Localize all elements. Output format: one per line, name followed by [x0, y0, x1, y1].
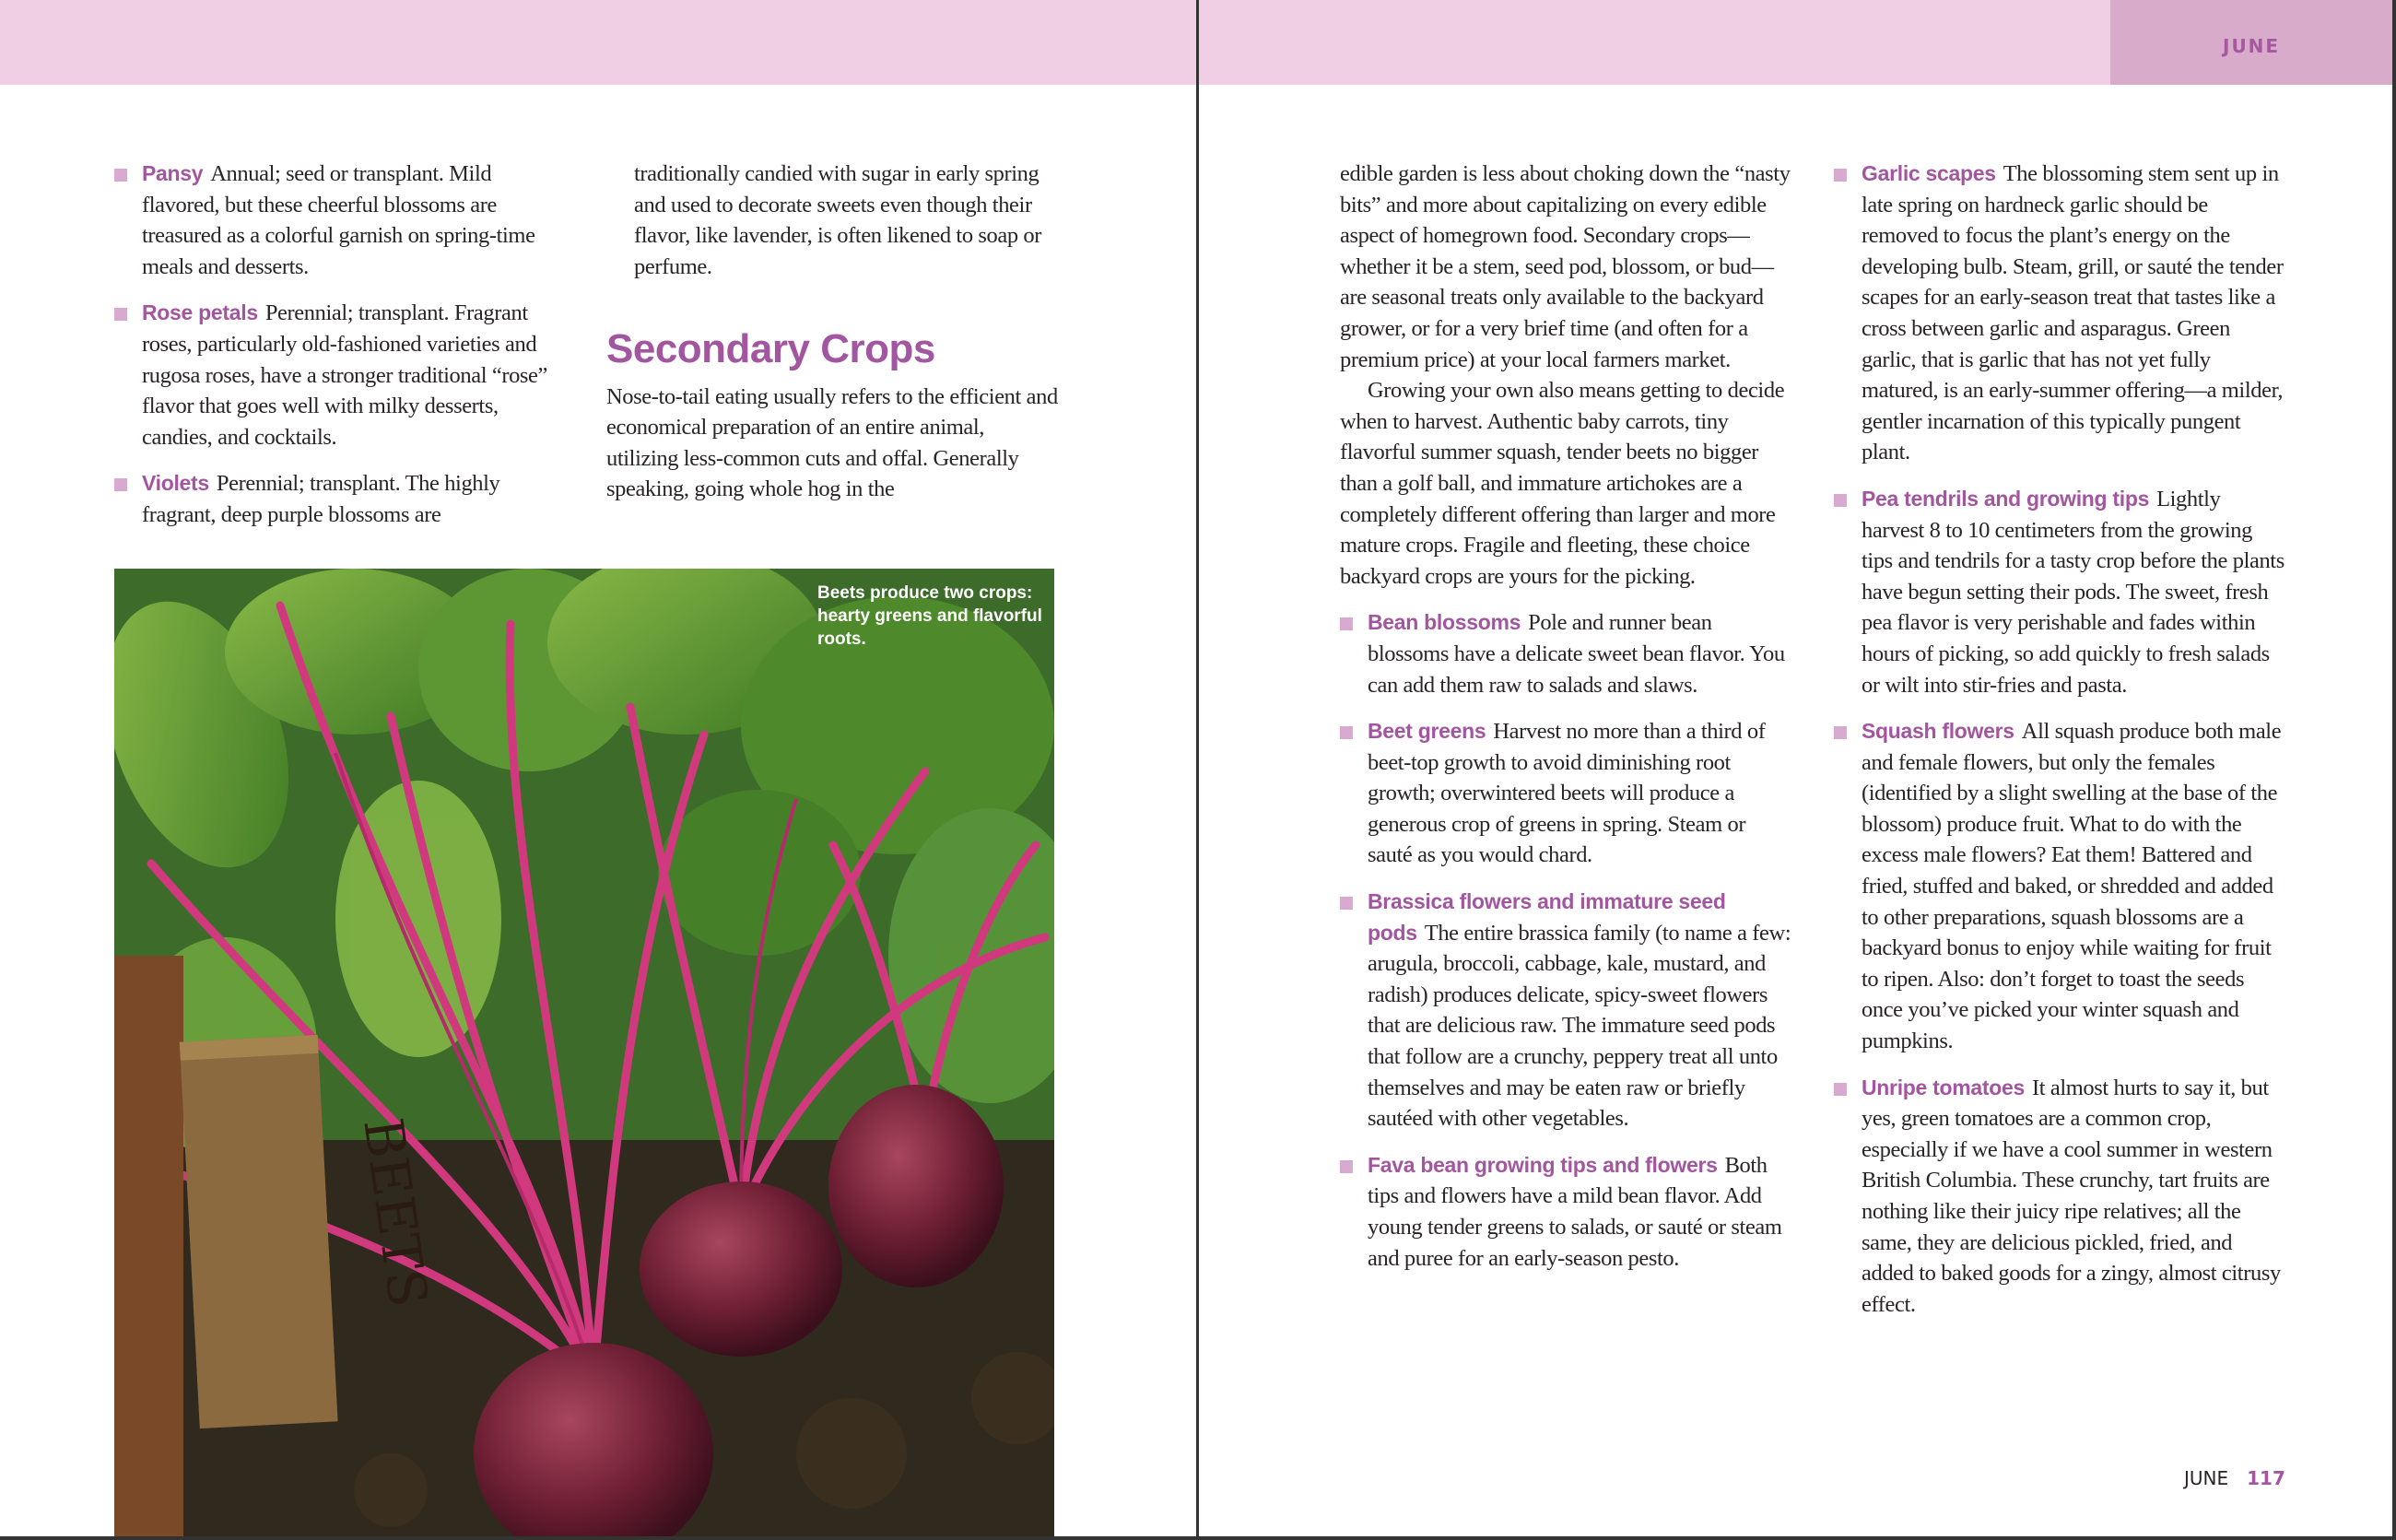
entry-rose-petals: [114, 298, 568, 453]
secondary-crops-section: [606, 326, 1060, 505]
entry-text: Lightly harvest 8 to 10 centimeters from the growing tips and tendrils for a tasty crop before the plants have begun setting their pods. The sweet, fresh pea flavor is very perishable and fades within hours of picking, so add quickly to fresh salads or wilt into stir-fries and pasta.: [1862, 486, 2284, 698]
intro-paragraph-2: Growing your own also means getting to decide when to harvest. Authentic baby carrots, tiny flavorful summer squash, tender beets no bigger than a golf ball, and immature artichokes are a completely different offering than larger and more mature crops. Fragile and fleeting, these choice backyard crops are yours for the picking.: [1340, 378, 1785, 589]
beets-illustration: [114, 569, 1054, 1536]
photo-caption: Beets produce two crops: hearty greens and flavorful roots.: [817, 583, 1042, 649]
bullet-square-icon: [1834, 494, 1847, 507]
bullet-square-icon: [114, 308, 127, 321]
left-column-2: [634, 159, 1060, 282]
entry-term: Violets: [142, 471, 209, 496]
entry-term: Squash flowers: [1862, 719, 2014, 744]
beets-photo: [114, 569, 1054, 1536]
entry-term: Garlic scapes: [1862, 161, 1996, 185]
section-heading: Secondary Crops: [606, 326, 935, 371]
bullet-square-icon: [1340, 726, 1353, 739]
left-column-1: [114, 159, 568, 547]
bullet-square-icon: [1340, 617, 1353, 630]
entry-text: Pole and runner bean blossoms have a delicate sweet bean flavor. You can add them raw to salads and slaws.: [1368, 610, 1785, 698]
entry-pea-tendrils: [1834, 484, 2285, 700]
entry-term: Fava bean growing tips and flowers: [1368, 1152, 1718, 1177]
page-folio: [2184, 1467, 2285, 1489]
violets-continued: traditionally candied with sugar in early spring and used to decorate sweets even though their flavor, like lavender, is often likened to soap or perfume.: [634, 161, 1042, 279]
bullet-square-icon: [1340, 1160, 1353, 1173]
entry-term: Unripe tomatoes: [1862, 1075, 2025, 1099]
entry-text: It almost hurts to say it, but yes, green tomatoes are a common crop, especially if we have a cool summer in western British Columbia. These crunchy, tart fruits are nothing like their juicy ripe relatives; all the same, they are delicious pickled, fried, and added to baked goods for a zingy, almost citrusy effect.: [1862, 1075, 2281, 1317]
entry-term: Brassica flowers and immature seed pods: [1368, 889, 1726, 945]
page-number: 117: [2247, 1467, 2285, 1489]
entry-squash-flowers: [1834, 716, 2285, 1057]
section-intro: Nose-to-tail eating usually refers to the efficient and economical preparation of an entire animal, utilizing less-common cuts and offal. Generally speaking, going whole hog in the: [606, 383, 1058, 502]
running-head: JUNE: [2184, 1467, 2229, 1489]
entry-text: Perennial; transplant. Fragrant roses, particularly old-fashioned varieties and rugosa roses, have a stronger traditional “rose” flavor that goes well with milky desserts, candies, and cocktails.: [142, 300, 548, 450]
entry-text: Both tips and flowers have a mild bean flavor. Add young tender greens to salads, or sauté or steam and puree for an early-season pesto.: [1368, 1152, 1782, 1271]
entry-term: Beet greens: [1368, 719, 1486, 744]
entry-brassica: [1340, 887, 1793, 1134]
bottom-edge: [0, 1536, 2396, 1540]
entry-text: Perennial; transplant. The highly fragrant, deep purple blossoms are: [142, 471, 500, 527]
entry-unripe-tomatoes: [1834, 1073, 2285, 1321]
entry-term: Pea tendrils and growing tips: [1862, 486, 2150, 511]
entry-text: All squash produce both male and female flowers, but only the females (identified by a slight swelling at the base of the blossom) produce fruit. What to do with the excess male flowers? Eat them! Battered and fried, stuffed and baked, or shredded and added to other preparations, squash blossoms are a backyard bonus to enjoy while waiting for fruit to ripen. Also: don’t forget to toast the seeds once you’ve picked your winter squash and pumpkins.: [1862, 719, 2282, 1054]
bullet-square-icon: [1340, 897, 1353, 910]
left-header-band: [0, 0, 1196, 85]
entry-term: Pansy: [142, 161, 204, 185]
entry-text: The entire brassica family (to name a few: arugula, broccoli, cabbage, kale, mustard, and radish) produces delicate, spicy-sweet flowers that are delicious raw. The immature seed pods that follow are a crunchy, peppery treat all unto themselves and may be eaten raw or briefly sautéed with other vegetables.: [1368, 920, 1791, 1132]
intro-paragraph-1: edible garden is less about choking down the “nasty bits” and more about capitalizing on every edible aspect of homegrown food. Secondary crops—whether it be a stem, seed pod, blossom, or bud—are seasonal treats only available to the backyard grower, or for a very brief time (and often for a premium price) at your local farmers market.: [1340, 161, 1791, 372]
bullet-square-icon: [1834, 169, 1847, 182]
entry-text: The blossoming stem sent up in late spring on hardneck garlic should be removed to focus the plant’s energy on the developing bulb. Steam, grill, or sauté the tender scapes for an early-season treat that tastes like a cross between garlic and asparagus. Green garlic, that is garlic that has not yet fully matured, is an early-summer offering—a milder, gentler incarnation of this typically pungent plant.: [1862, 161, 2284, 465]
entry-text: Annual; seed or transplant. Mild flavored, but these cheerful blossoms are treasured as a colorful garnish on spring-time meals and desserts.: [142, 161, 535, 279]
bullet-square-icon: [114, 478, 127, 491]
entry-garlic-scapes: [1834, 159, 2285, 468]
month-tab-label: JUNE: [2223, 35, 2281, 57]
entry-bean-blossoms: [1340, 607, 1793, 700]
right-column-1: [1340, 159, 1793, 1289]
entry-term: Rose petals: [142, 300, 258, 325]
page-gutter: [1196, 0, 1199, 1540]
bullet-square-icon: [1834, 726, 1847, 739]
right-column-2: [1834, 159, 2285, 1335]
entry-violets: [114, 468, 568, 530]
entry-fava: [1340, 1150, 1793, 1274]
entry-pansy: [114, 159, 568, 282]
stake-lettering: BEETS: [351, 1114, 440, 1311]
entry-beet-greens: [1340, 716, 1793, 871]
entry-text: Harvest no more than a third of beet-top growth to avoid diminishing root growth; overwintered beets will produce a generous crop of greens in spring. Steam or sauté as you would chard.: [1368, 719, 1766, 868]
right-edge: [2392, 0, 2396, 1540]
entry-term: Bean blossoms: [1368, 610, 1521, 635]
month-tab: [2110, 0, 2396, 85]
bullet-square-icon: [1834, 1083, 1847, 1096]
bullet-square-icon: [114, 169, 127, 182]
